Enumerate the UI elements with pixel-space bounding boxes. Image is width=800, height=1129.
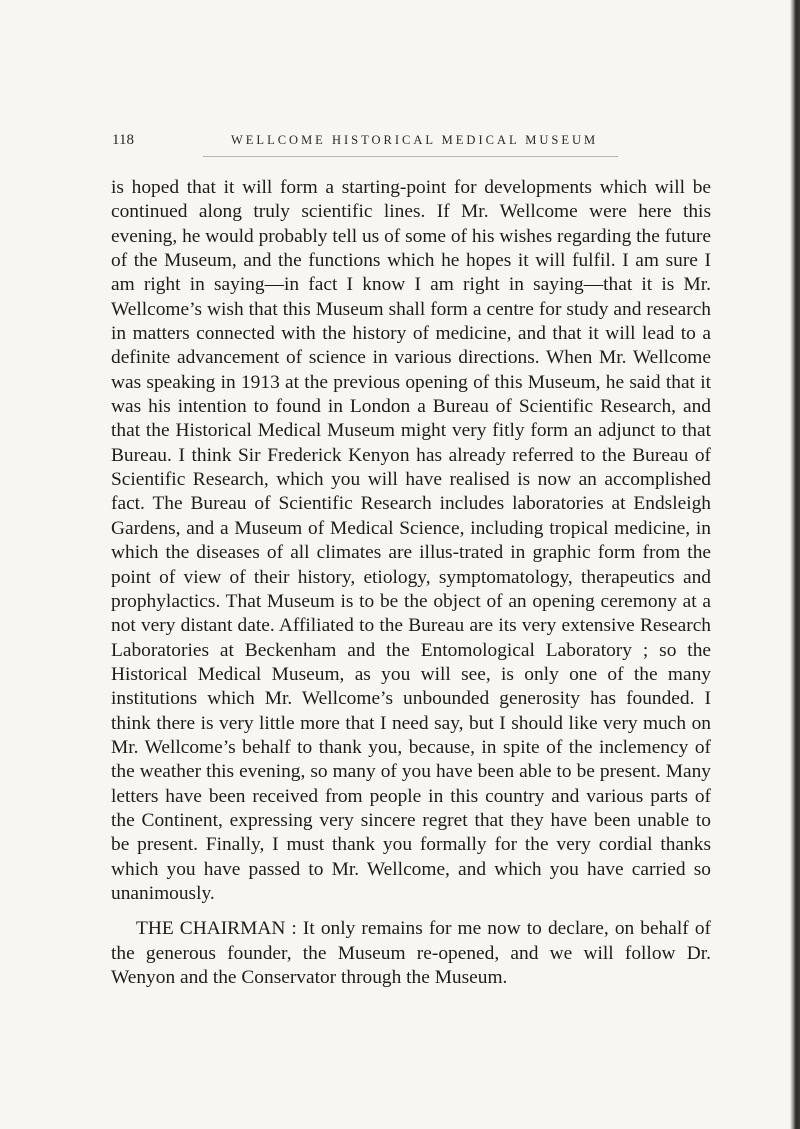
paragraph-chairman: THE CHAIRMAN : It only remains for me now to declare, on behalf of the generous founder, the Museum re-opened, and we will follow Dr. Wenyon and the Conservator through the Museum.: [111, 918, 711, 988]
running-header: [111, 128, 696, 152]
header-rule: [203, 156, 618, 157]
page-number: 118: [112, 132, 134, 148]
paragraph-continuation: is hoped that it will form a starting-point for developments which will be continued along truly scientific lines. If Mr. Wellcome were here this evening, he would probably tell us of some of his wishes regarding the future of the Museum, and the functions which he hopes it will fulfil. I am sure I am right in saying—in fact I know I am right in saying—that it is Mr. Wellcome’s wish that this Museum shall form a centre for study and research in matters connected with the history of medicine, and that it will lead to a definite advancement of science in various directions. When Mr. Wellcome was speaking in 1913 at the previous opening of this Museum, he said that it was his intention to found in London a Bureau of Scientific Research, and that the Historical Medical Museum might very fitly form an adjunct to that Bureau. I think Sir Frederick Kenyon has already referred to the Bureau of Scientific Research, which you will have realised is now an accomplished fact. The Bureau of Scientific Research includes laboratories at Endsleigh Gardens, and a Museum of Medical Science, including tropical medicine, in which the diseases of all climates are illus-trated in graphic form from the point of view of their history, etiology, symptomatology, therapeutics and prophylactics. That Museum is to be the object of an opening ceremony at a not very distant date. Affiliated to the Bureau are its very extensive Research Laboratories at Beckenham and the Entomological Laboratory ; so the Historical Medical Museum, as you will see, is only one of the many institutions which Mr. Wellcome’s unbounded generosity has founded. I think there is very little more that I need say, but I should like very much on Mr. Wellcome’s behalf to thank you, because, in spite of the inclemency of the weather this evening, so many of you have been able to be present. Many letters have been received from people in this country and various parts of the Continent, expressing very sincere regret that they have been unable to be present. Finally, I must thank you formally for the very cordial thanks which you have passed to Mr. Wellcome, and which you have carried so unanimously.: [111, 177, 711, 904]
page-edge-shadow: [790, 0, 800, 1129]
running-title: WELLCOME HISTORICAL MEDICAL MUSEUM: [231, 133, 599, 147]
body-text: [111, 176, 711, 990]
